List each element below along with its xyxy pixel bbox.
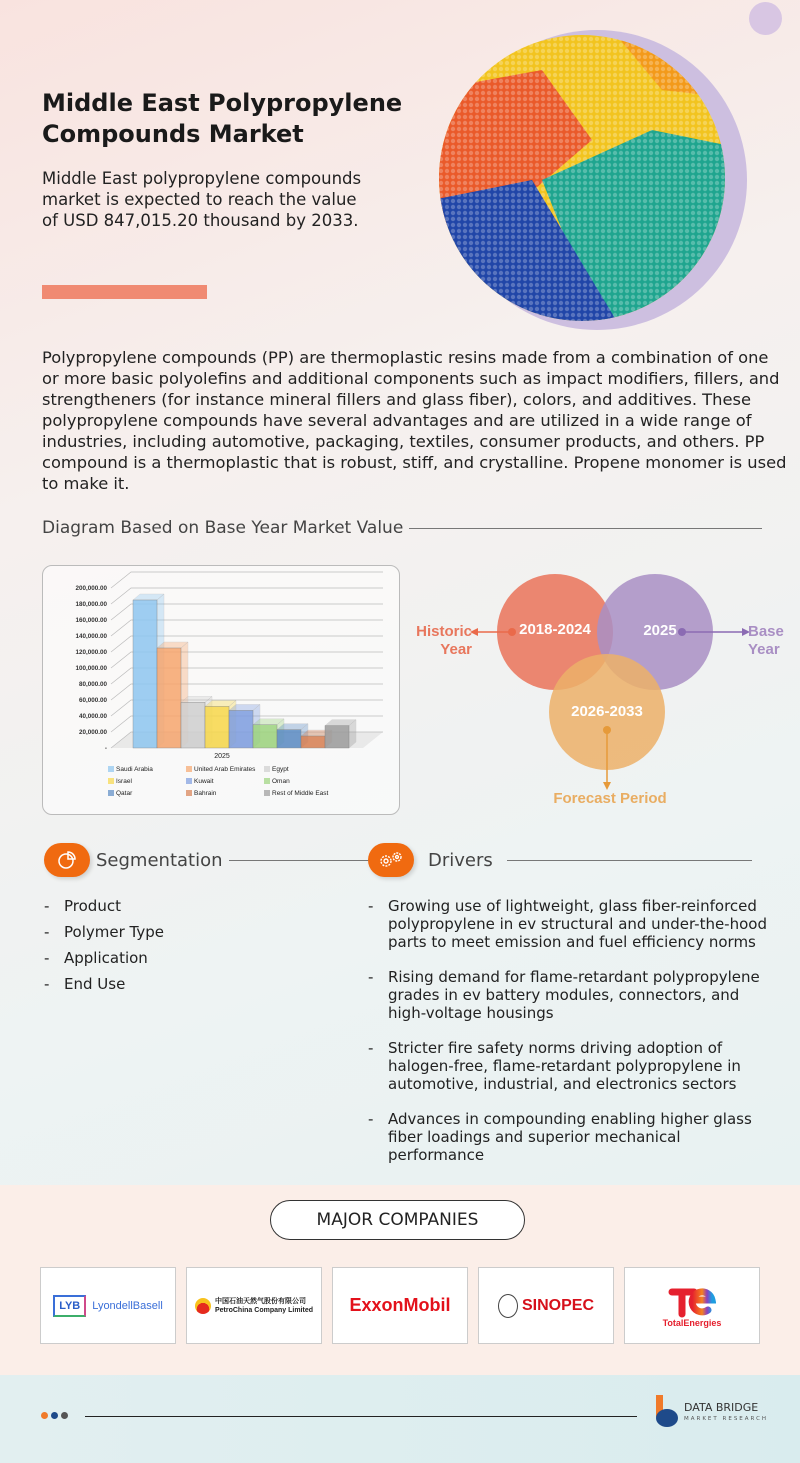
x-axis-label: 2025 [214,753,230,760]
logo-totalenergies [624,1267,760,1344]
legend-item [186,778,264,785]
dots-icon [41,1412,68,1419]
bar-saudi-arabia [133,600,157,748]
logo-petrochina [186,1267,322,1344]
legend-item [108,778,186,785]
divider [507,860,752,861]
historic-label-line2: Year [440,641,472,658]
bar-united-arab-emirates [157,648,181,748]
segmentation-header [44,843,369,877]
list-item: - Application [44,949,164,967]
divider [409,528,762,529]
legend-label: Oman [272,778,290,785]
base-label-line1: Base [748,623,784,640]
bar-chart [42,565,400,815]
petrochina-emblem-icon [195,1298,211,1314]
logo-sinopec [478,1267,614,1344]
drivers-title: Drivers [428,849,493,871]
company-name: PetroChina Company Limited [214,1306,313,1314]
y-tick-label: 120,000.00 [75,649,107,656]
y-tick-label: - [104,745,107,752]
historic-label [412,623,472,659]
pie-chart-icon [44,843,90,877]
base-label-line2: Year [748,641,780,658]
historic-label-line1: Historic [416,623,472,640]
legend-swatch [108,790,114,796]
y-tick-label: 160,000.00 [75,617,107,624]
list-item: - Polymer Type [44,923,164,941]
forecast-label: Forecast Period [553,790,667,807]
y-tick-label: 40,000.00 [78,713,107,720]
accent-bar [42,285,207,299]
base-label [748,623,784,659]
bar-kuwait [229,710,253,748]
polypropylene-pellets-image [432,30,750,330]
legend-swatch [264,766,270,772]
legend-item [264,790,344,797]
y-tick-label: 140,000.00 [75,633,107,640]
legend-label: Qatar [116,790,133,797]
bar-rest-of-middle-east [325,726,349,748]
major-companies-title: MAJOR COMPANIES [270,1200,525,1240]
legend-swatch [186,766,192,772]
footer [0,1375,800,1463]
divider [229,860,369,861]
intro-paragraph: Polypropylene compounds (PP) are thermoplastic resins made from a combination of one or more basic polyolefins and additional components such as impact modifiers, fillers, and strengtheners (for instance mineral fillers and glass fiber), colors, and additives. These polypropylene compounds have several advantages and are utilized in a wide range of industries, including automotive, packaging, textiles, consumer products, and others. PP compound is a thermoplastic that is robust, stiff, and crystalline. Propene monomer is used to make it. [42,348,787,493]
legend-label: Bahrain [194,790,217,797]
legend-swatch [108,778,114,784]
brand-subtitle: MARKET RESEARCH [684,1416,769,1422]
legend-swatch [264,790,270,796]
list-item: - Advances in compounding enabling higher glass fiber loadings and superior mechanical performance [368,1110,768,1164]
bar-israel [205,706,229,748]
decorative-dot [749,2,782,35]
page-title: Middle East Polypropylene Compounds Market [42,89,403,148]
y-tick-label: 80,000.00 [78,681,107,688]
legend-label: United Arab Emirates [194,766,256,773]
bar-egypt [181,702,205,748]
gridline [111,572,383,588]
chart-legend [108,766,398,797]
list-item: - Growing use of lightweight, glass fiber-reinforced polypropylene in ev structural and under-the-hood parts to meet emission and fuel efficiency norms [368,897,768,951]
company-name-cn: 中国石油天然气股份有限公司 [214,1297,306,1305]
y-tick-label: 60,000.00 [78,697,107,704]
timeline-venn-diagram [410,570,800,810]
y-tick-label: 100,000.00 [75,665,107,672]
company-name: LyondellBasell [92,1299,163,1312]
legend-swatch [108,766,114,772]
legend-swatch [186,790,192,796]
legend-swatch [186,778,192,784]
y-tick-label: 200,000.00 [75,585,107,592]
sinopec-emblem-icon [498,1294,518,1318]
lyb-mark: LYB [53,1295,86,1317]
legend-label: Egypt [272,766,289,773]
forecast-years: 2026-2033 [571,703,643,720]
legend-item [108,766,186,773]
market-summary: Middle East polypropylene compounds market is expected to reach the value of USD 847,015.20 thousand by 2033. [42,169,362,230]
segmentation-title: Segmentation [96,849,223,871]
legend-label: Kuwait [194,778,214,785]
historic-years: 2018-2024 [519,621,591,638]
data-bridge-logo-icon [652,1395,682,1431]
legend-label: Israel [116,778,132,785]
company-name: SINOPEC [521,1296,594,1314]
legend-label: Rest of Middle East [272,790,329,797]
drivers-header [368,843,752,877]
legend-item [264,778,344,785]
legend-item [108,790,186,797]
base-year: 2025 [643,622,677,639]
diagram-heading [42,518,762,538]
legend-label: Saudi Arabia [116,766,153,773]
gears-icon [368,843,414,877]
legend-item [264,766,344,773]
legend-item [186,790,264,797]
legend-item [186,766,264,773]
list-item: - Rising demand for flame-retardant polypropylene grades in ev battery modules, connectors, and high-voltage housings [368,968,768,1022]
y-tick-label: 180,000.00 [75,601,107,608]
segmentation-list [44,897,164,1001]
logo-exxonmobil: ExxonMobil [332,1267,468,1344]
logo-lyondellbasell [40,1267,176,1344]
list-item: - End Use [44,975,164,993]
bar-bahrain [301,736,325,748]
list-item: - Stricter fire safety norms driving adoption of halogen-free, flame-retardant polypropylene in automotive, industrial, and electronics sectors [368,1039,768,1093]
brand-name: DATA BRIDGE [684,1401,759,1414]
arrow-down-icon [603,782,611,790]
drivers-list [368,897,768,1181]
bar-oman [253,725,277,748]
diagram-heading-text: Diagram Based on Base Year Market Value [42,518,404,538]
legend-swatch [264,778,270,784]
bar-qatar [277,730,301,748]
list-item: - Product [44,897,164,915]
y-tick-label: 20,000.00 [78,729,107,736]
company-name: TotalEnergies [662,1317,722,1328]
totalenergies-mark-icon [668,1284,716,1318]
divider [85,1416,637,1417]
chart-plot [43,566,401,766]
